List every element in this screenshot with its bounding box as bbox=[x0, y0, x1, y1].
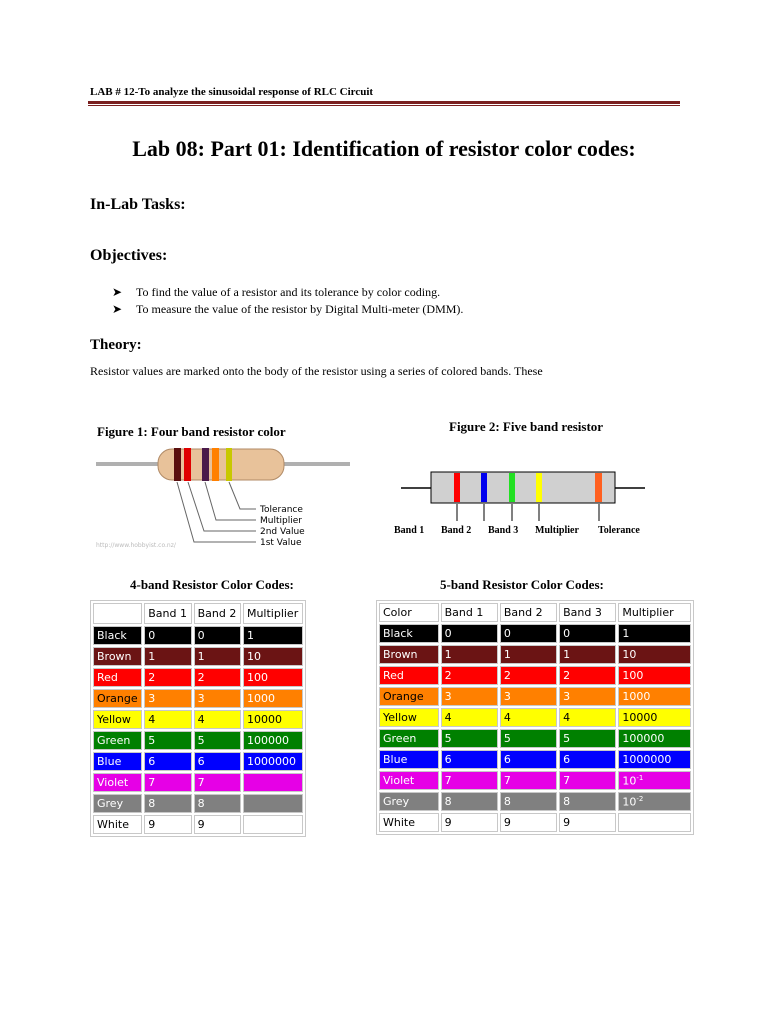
label-tolerance: Tolerance bbox=[260, 505, 303, 515]
table5-row-blue bbox=[379, 750, 691, 769]
table4-cell: 5 bbox=[194, 731, 241, 750]
table5-cell: 9 bbox=[441, 813, 498, 832]
arrow-bullet-icon: ➤ bbox=[112, 285, 123, 299]
figure1-caption: Figure 1: Four band resistor color bbox=[97, 424, 286, 439]
table4-row-brown bbox=[93, 647, 303, 666]
table4-row-orange bbox=[93, 689, 303, 708]
table5-cell: 4 bbox=[559, 708, 616, 727]
table5-cell: Brown bbox=[379, 645, 439, 664]
table4-row-black bbox=[93, 626, 303, 645]
table5-cell: 9 bbox=[559, 813, 616, 832]
arrow-bullet-icon: ➤ bbox=[112, 302, 123, 316]
table5-cell: 0 bbox=[559, 624, 616, 643]
header-rule bbox=[88, 101, 680, 104]
table4-cell: 10000 bbox=[243, 710, 303, 729]
table4-cell: 6 bbox=[144, 752, 191, 771]
table5-header-cell: Band 3 bbox=[559, 603, 616, 622]
table4-cell: 1 bbox=[243, 626, 303, 645]
table4-cell: 2 bbox=[194, 668, 241, 687]
table4-cell: 1000000 bbox=[243, 752, 303, 771]
table5-cell: White bbox=[379, 813, 439, 832]
table5-cell: 4 bbox=[441, 708, 498, 727]
table5-cell: 3 bbox=[441, 687, 498, 706]
table5-cell: 6 bbox=[559, 750, 616, 769]
table4-row-yellow bbox=[93, 710, 303, 729]
table5-cell: Green bbox=[379, 729, 439, 748]
label-1st-value: 1st Value bbox=[260, 538, 302, 548]
table4-cell: 3 bbox=[144, 689, 191, 708]
table5-cell: 4 bbox=[500, 708, 557, 727]
table5-cell bbox=[618, 813, 691, 832]
table5-cell: 1 bbox=[500, 645, 557, 664]
table5-cell: 100 bbox=[618, 666, 691, 685]
figure1-watermark: http://www.hobbyist.co.nz/ bbox=[96, 542, 176, 549]
table4-header-row bbox=[93, 603, 303, 624]
table4-cell: White bbox=[93, 815, 142, 834]
table4-cell: 1 bbox=[144, 647, 191, 666]
table4-cell: Green bbox=[93, 731, 142, 750]
table5-cell: Violet bbox=[379, 771, 439, 790]
four-band-color-table bbox=[90, 600, 306, 837]
table5-row-green bbox=[379, 729, 691, 748]
label-band3: Band 3 bbox=[488, 525, 519, 536]
table5-cell: 0 bbox=[441, 624, 498, 643]
table4-cell: Brown bbox=[93, 647, 142, 666]
table5-cell: Grey bbox=[379, 792, 439, 811]
label-tolerance: Tolerance bbox=[598, 525, 640, 536]
five-band-color-table bbox=[376, 600, 694, 835]
table4-cell: Blue bbox=[93, 752, 142, 771]
table5-row-grey bbox=[379, 792, 691, 811]
theory-paragraph: Resistor values are marked onto the body of the resistor using a series of colored bands. These bbox=[90, 364, 543, 378]
table5-cell: 1 bbox=[559, 645, 616, 664]
table5-cell: 1 bbox=[441, 645, 498, 664]
table4-cell: 4 bbox=[194, 710, 241, 729]
table4-cell bbox=[243, 794, 303, 813]
table4-cell: Black bbox=[93, 626, 142, 645]
table5-cell: 1000000 bbox=[618, 750, 691, 769]
label-multiplier: Multiplier bbox=[535, 525, 579, 536]
table5-cell: 100000 bbox=[618, 729, 691, 748]
table5-cell: 7 bbox=[500, 771, 557, 790]
table5-cell: 9 bbox=[500, 813, 557, 832]
table4-cell: 5 bbox=[144, 731, 191, 750]
table5-caption: 5-band Resistor Color Codes: bbox=[440, 577, 604, 592]
table5-cell: 7 bbox=[559, 771, 616, 790]
table4-header-cell: Band 1 bbox=[144, 603, 191, 624]
table4-cell: 1000 bbox=[243, 689, 303, 708]
table5-cell: Orange bbox=[379, 687, 439, 706]
objective-item: ➤ To measure the value of the resistor by Digital Multi-meter (DMM). bbox=[112, 302, 464, 316]
table5-cell: 8 bbox=[500, 792, 557, 811]
table4-cell: 3 bbox=[194, 689, 241, 708]
table4-cell: 100000 bbox=[243, 731, 303, 750]
table4-cell: 8 bbox=[144, 794, 191, 813]
table4-cell: 4 bbox=[144, 710, 191, 729]
table5-header-cell: Color bbox=[379, 603, 439, 622]
table5-cell: Red bbox=[379, 666, 439, 685]
table5-row-white bbox=[379, 813, 691, 832]
table4-row-blue bbox=[93, 752, 303, 771]
table5-row-violet bbox=[379, 771, 691, 790]
table4-header-cell: Band 2 bbox=[194, 603, 241, 624]
figure2-caption: Figure 2: Five band resistor bbox=[449, 419, 604, 434]
table4-cell bbox=[243, 773, 303, 792]
table4-row-violet bbox=[93, 773, 303, 792]
table4-cell: 100 bbox=[243, 668, 303, 687]
table5-cell: 2 bbox=[441, 666, 498, 685]
running-header: LAB # 12-To analyze the sinusoidal response of RLC Circuit bbox=[90, 86, 374, 98]
table5-cell: 5 bbox=[441, 729, 498, 748]
table4-cell: Yellow bbox=[93, 710, 142, 729]
table4-row-red bbox=[93, 668, 303, 687]
table5-header-row bbox=[379, 603, 691, 622]
table4-cell: Red bbox=[93, 668, 142, 687]
table5-cell: 10 bbox=[618, 645, 691, 664]
table4-cell bbox=[243, 815, 303, 834]
table4-cell: 9 bbox=[194, 815, 241, 834]
objectives-heading: Objectives: bbox=[90, 247, 168, 264]
table4-row-grey bbox=[93, 794, 303, 813]
table4-cell: 6 bbox=[194, 752, 241, 771]
table5-header-cell: Multiplier bbox=[618, 603, 691, 622]
four-band-resistor-figure bbox=[94, 442, 354, 550]
table4-cell: 1 bbox=[194, 647, 241, 666]
table4-cell: 10 bbox=[243, 647, 303, 666]
table5-cell: 6 bbox=[500, 750, 557, 769]
table5-cell: 5 bbox=[500, 729, 557, 748]
table4-cell: 2 bbox=[144, 668, 191, 687]
table5-cell: Yellow bbox=[379, 708, 439, 727]
table5-cell: 0 bbox=[500, 624, 557, 643]
table5-cell: 1000 bbox=[618, 687, 691, 706]
table4-cell: 8 bbox=[194, 794, 241, 813]
table5-cell: 5 bbox=[559, 729, 616, 748]
table5-cell: $10^{-2}$ bbox=[618, 792, 691, 811]
table5-cell: Blue bbox=[379, 750, 439, 769]
table4-row-green bbox=[93, 731, 303, 750]
table4-header-cell: Multiplier bbox=[243, 603, 303, 624]
table4-cell: Orange bbox=[93, 689, 142, 708]
table5-cell: 8 bbox=[441, 792, 498, 811]
five-band-resistor-figure bbox=[393, 464, 663, 538]
table5-cell: 1 bbox=[618, 624, 691, 643]
label-band2: Band 2 bbox=[441, 525, 472, 536]
table4-cell: 7 bbox=[194, 773, 241, 792]
table5-row-yellow bbox=[379, 708, 691, 727]
theory-heading: Theory: bbox=[90, 337, 142, 353]
table5-cell: 6 bbox=[441, 750, 498, 769]
label-2nd-value: 2nd Value bbox=[260, 527, 305, 537]
table5-header-cell: Band 1 bbox=[441, 603, 498, 622]
table5-cell: 2 bbox=[559, 666, 616, 685]
table5-row-orange bbox=[379, 687, 691, 706]
table5-row-brown bbox=[379, 645, 691, 664]
table5-cell: $10^{-1}$ bbox=[618, 771, 691, 790]
header-rule-thin bbox=[88, 105, 680, 106]
table5-cell: 7 bbox=[441, 771, 498, 790]
table4-row-white bbox=[93, 815, 303, 834]
table4-cell: 7 bbox=[144, 773, 191, 792]
inlab-heading: In-Lab Tasks: bbox=[90, 196, 186, 213]
table4-header-cell bbox=[93, 603, 142, 624]
table4-cell: Violet bbox=[93, 773, 142, 792]
table5-cell: Black bbox=[379, 624, 439, 643]
table5-row-black bbox=[379, 624, 691, 643]
table4-cell: 9 bbox=[144, 815, 191, 834]
objectives-list bbox=[112, 284, 463, 318]
table5-row-red bbox=[379, 666, 691, 685]
table5-cell: 10000 bbox=[618, 708, 691, 727]
table4-caption: 4-band Resistor Color Codes: bbox=[130, 577, 294, 592]
label-band1: Band 1 bbox=[394, 525, 425, 536]
table5-cell: 2 bbox=[500, 666, 557, 685]
table4-cell: Grey bbox=[93, 794, 142, 813]
table4-cell: 0 bbox=[144, 626, 191, 645]
label-multiplier: Multiplier bbox=[260, 516, 302, 526]
table5-cell: 3 bbox=[500, 687, 557, 706]
table5-cell: 3 bbox=[559, 687, 616, 706]
objective-item: ➤ To find the value of a resistor and its tolerance by color coding. bbox=[112, 285, 441, 299]
table5-cell: 8 bbox=[559, 792, 616, 811]
table5-header-cell: Band 2 bbox=[500, 603, 557, 622]
page-title: Lab 08: Part 01: Identification of resistor color codes: bbox=[132, 136, 636, 161]
table4-cell: 0 bbox=[194, 626, 241, 645]
